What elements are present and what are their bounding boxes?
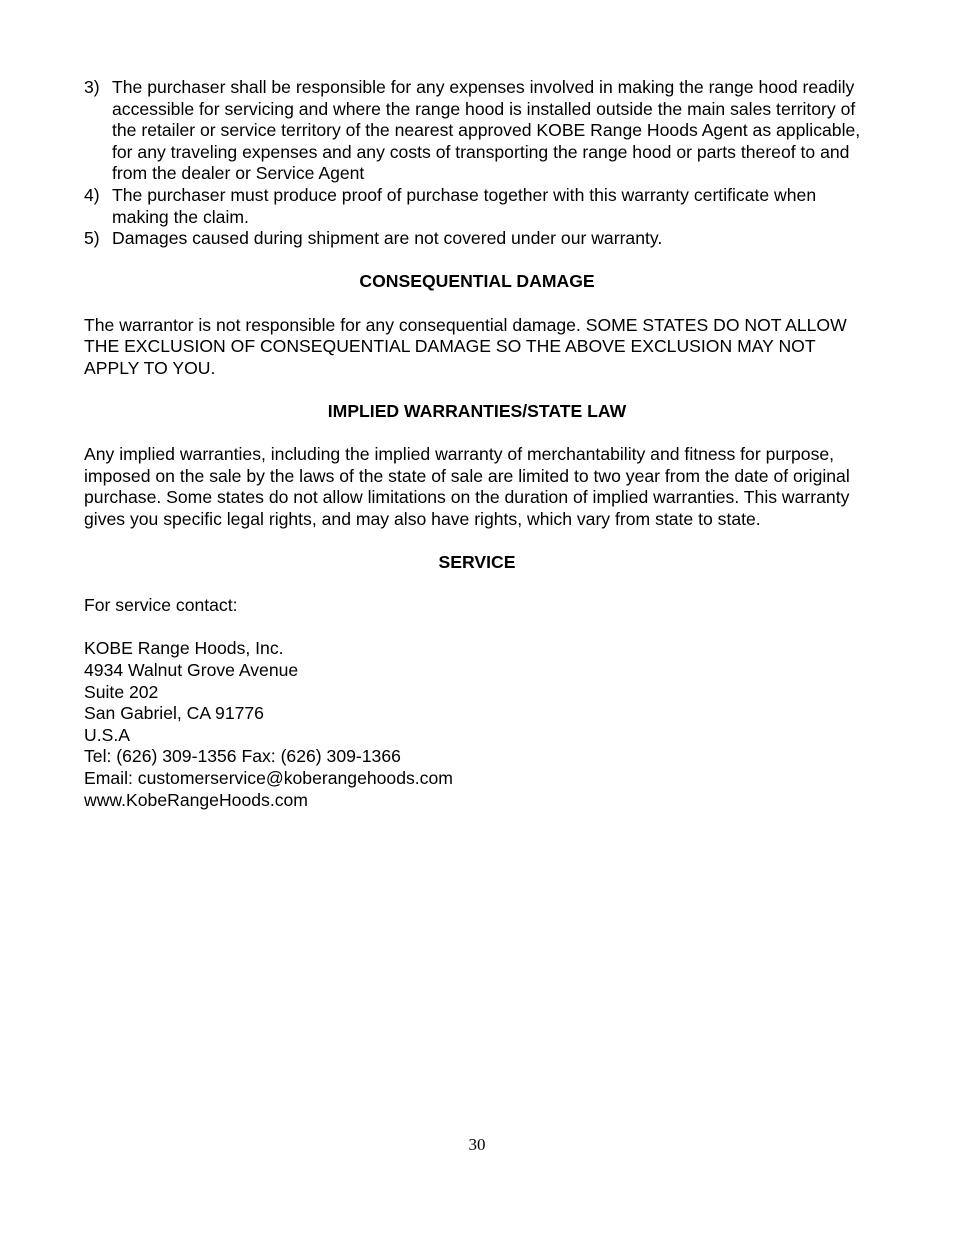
consequential-damage-heading: CONSEQUENTIAL DAMAGE — [359, 271, 595, 292]
page-number: 30 — [468, 1135, 486, 1154]
service-intro: For service contact: — [84, 595, 238, 616]
implied-warranties-paragraph: Any implied warranties, including the implied warranty of merchantability and fitness for purpose, imposed on the sale by the laws of the state of sale are limited to two year from the date of original purchase. Some states do not allow limitations on the duration of implied warranties. This warranty gives you specific legal rights, and may also have rights, which vary from state to state. — [84, 444, 850, 529]
implied-warranties-heading: IMPLIED WARRANTIES/STATE LAW — [327, 400, 627, 421]
service-heading: SERVICE — [438, 552, 516, 573]
list-item-number: 4) — [84, 184, 100, 205]
country: U.S.A — [84, 724, 130, 745]
list-item-number: 3) — [84, 77, 100, 97]
list-item — [84, 228, 870, 250]
document-page — [84, 77, 870, 811]
city-state-zip: San Gabriel, CA 91776 — [84, 703, 264, 724]
warranty-conditions-list — [84, 77, 870, 250]
suite-number: Suite 202 — [84, 681, 159, 702]
contact-address-block — [84, 638, 870, 811]
list-item — [84, 185, 870, 228]
list-item-text: Damages caused during shipment are not covered under our warranty. — [112, 228, 663, 249]
website-url: www.KobeRangeHoods.com — [84, 789, 308, 810]
list-item-number: 5) — [84, 228, 100, 249]
list-item-text: The purchaser must produce proof of purchase together with this warranty certificate when making the claim. — [112, 184, 817, 227]
list-item-text: The purchaser shall be responsible for any expenses involved in making the range hood readily accessible for servicing and where the range hood is installed outside the main sales territory of the retailer or service territory of the nearest approved KOBE Range Hoods Agent as applicable, for any traveling expenses and any costs of transporting the range hood or parts thereof to and from the dealer or Service Agent — [112, 77, 861, 184]
street-address: 4934 Walnut Grove Avenue — [84, 660, 299, 681]
consequential-damage-paragraph: The warrantor is not responsible for any consequential damage. SOME STATES DO NOT ALLOW THE EXCLUSION OF CONSEQUENTIAL DAMAGE SO THE ABOVE EXCLUSION MAY NOT APPLY TO YOU. — [84, 314, 847, 378]
company-name: KOBE Range Hoods, Inc. — [84, 638, 284, 659]
email-address: Email: customerservice@koberangehoods.com — [84, 768, 453, 788]
list-item — [84, 77, 870, 185]
phone-fax: Tel: (626) 309-1356 Fax: (626) 309-1366 — [84, 746, 401, 767]
